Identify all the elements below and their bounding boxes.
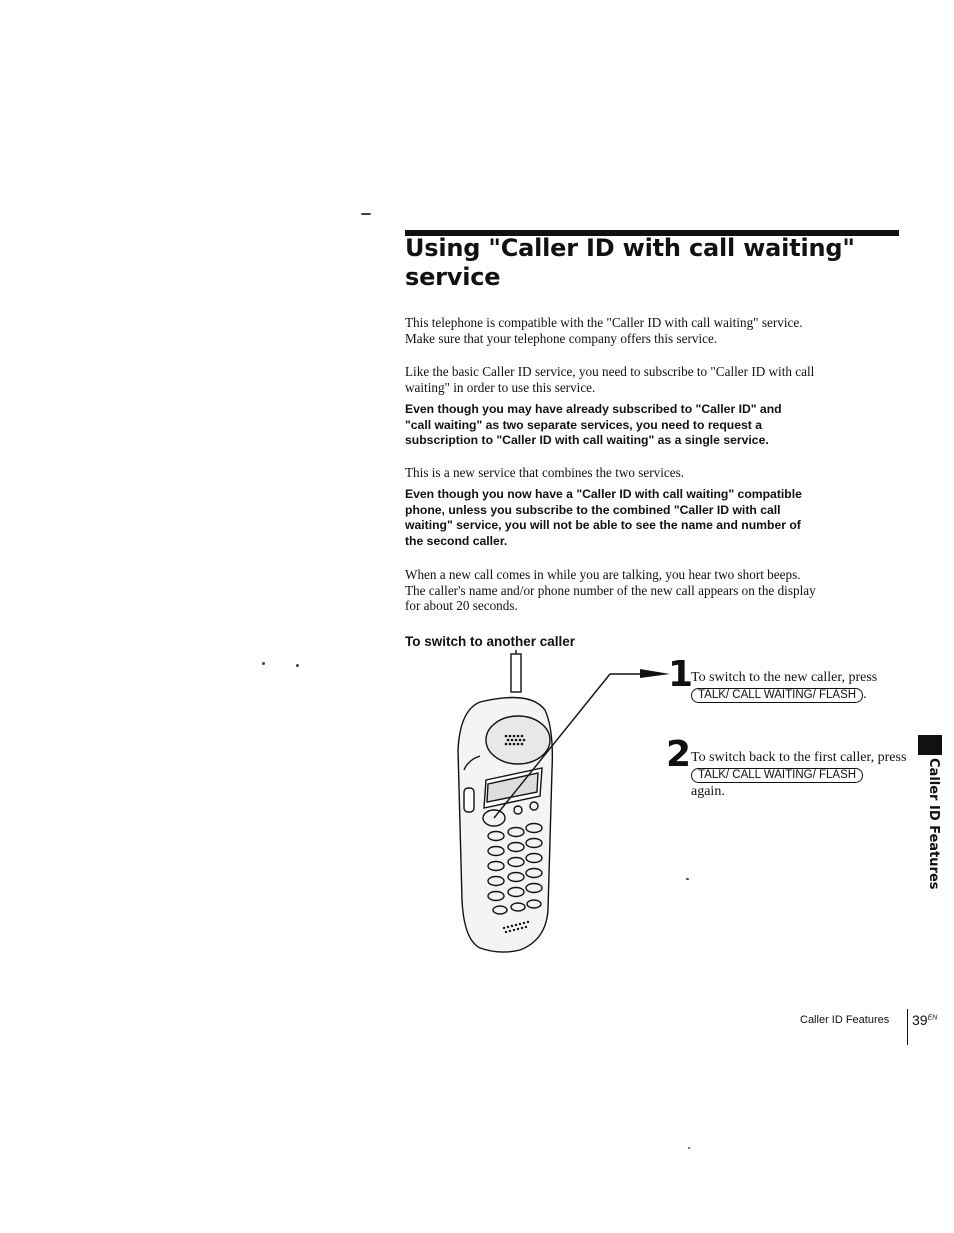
scan-speck (296, 664, 299, 667)
paragraph-new-service: This is a new service that combines the two services. (405, 465, 685, 480)
step-1 (691, 669, 911, 703)
scan-speck (688, 1147, 690, 1149)
cordless-phone-handset-icon (450, 650, 680, 960)
step-1-text: To switch to the new caller, press (691, 670, 878, 685)
paragraph-subscribe: Like the basic Caller ID service, you need to subscribe to "Caller ID with call waiting" in order to use this service. (405, 364, 815, 395)
step-2-text: To switch back to the first caller, press (691, 750, 907, 765)
section-tab-label: Caller ID Features (926, 758, 941, 890)
page-number (912, 1012, 937, 1028)
procedure-heading: To switch to another caller (405, 634, 576, 649)
talk-call-waiting-flash-key: TALK/ CALL WAITING/ FLASH (691, 768, 863, 783)
step-2-suffix: again. (691, 784, 725, 799)
step-1-number: 1 (668, 654, 694, 695)
page-title-line-1: Using "Caller ID with call waiting" (405, 234, 855, 262)
footer-divider (907, 1009, 908, 1045)
page-title-line-2: service (405, 263, 501, 291)
scan-speck (262, 662, 265, 665)
section-tab-marker (918, 735, 942, 755)
footer-section-name: Caller ID Features (800, 1014, 890, 1026)
step-1-suffix: . (863, 687, 867, 702)
page-title (405, 234, 885, 292)
paragraph-compatibility: This telephone is compatible with the "Caller ID with call waiting" service. Make sure that your telephone company offers this service. (405, 315, 803, 346)
step-2-number: 2 (666, 734, 692, 775)
scan-speck (361, 213, 371, 215)
page-number-value: 39 (912, 1012, 928, 1028)
talk-call-waiting-flash-key: TALK/ CALL WAITING/ FLASH (691, 688, 863, 703)
step-2 (691, 749, 911, 800)
paragraph-separate-services-note: Even though you may have already subscribed to "Caller ID" and "call waiting" as two separate services, you need to request a subscription to "Caller ID with call waiting" as a single service. (405, 402, 782, 447)
scan-speck (686, 878, 689, 880)
paragraph-compatible-phone-note: Even though you now have a "Caller ID with call waiting" compatible phone, unless you subscribe to the combined "Caller ID with call waiting" service, you will not be able to see the name and number of the second caller. (405, 487, 802, 548)
paragraph-new-call: When a new call comes in while you are talking, you hear two short beeps. The caller's name and/or phone number of the new call appears on the display for about 20 seconds. (405, 567, 816, 613)
page-number-suffix: EN (927, 1014, 938, 1022)
